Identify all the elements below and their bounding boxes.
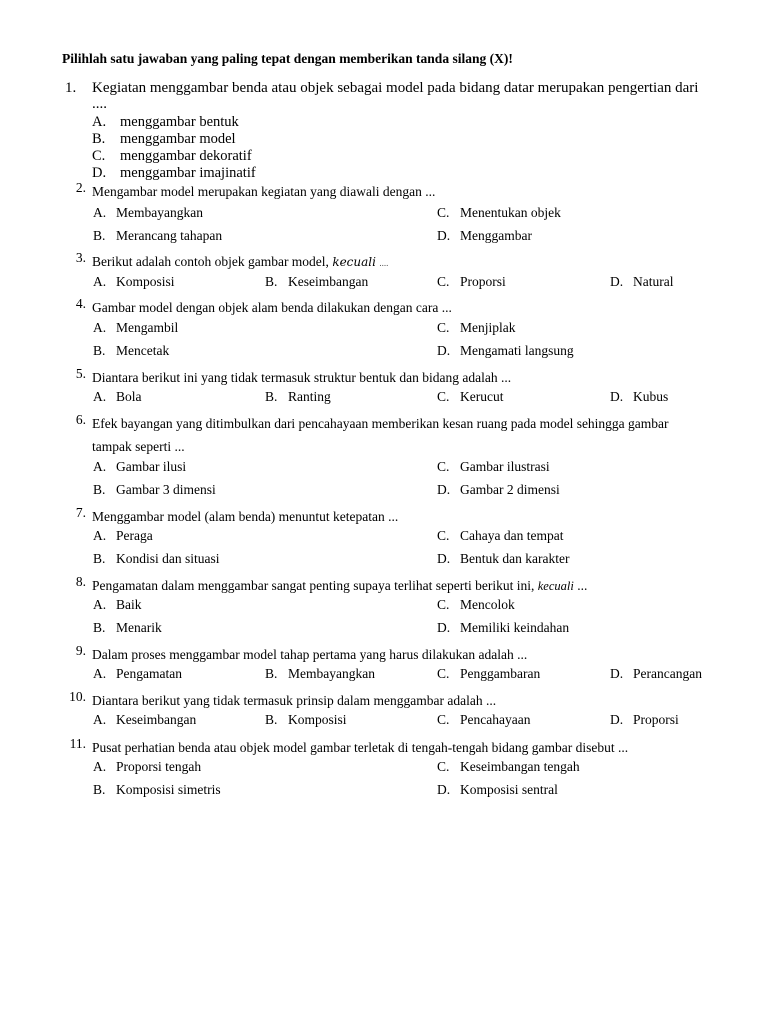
option-c[interactable] [437, 712, 530, 728]
question-text: Pusat perhatian benda atau objek model gambar terletak di tengah-tengah bidang gambar disebut ... [92, 740, 629, 755]
option-letter: B. [265, 666, 278, 681]
option-text: Natural [633, 274, 674, 289]
option-b[interactable] [92, 131, 236, 148]
question-text [92, 412, 712, 458]
option-text: Memiliki keindahan [460, 620, 570, 635]
question-text-main: Pengamatan dalam menggambar sangat penting supaya terlihat seperti berikut ini, [92, 578, 535, 593]
option-d[interactable] [610, 274, 673, 290]
option-letter: B. [93, 343, 106, 358]
question-text: Diantara berikut ini yang tidak termasuk struktur bentuk dan bidang adalah ... [92, 370, 512, 385]
option-b[interactable] [265, 274, 368, 290]
option-text: Bola [116, 389, 142, 404]
option-c[interactable] [437, 459, 550, 475]
option-c[interactable] [437, 597, 515, 613]
option-d[interactable] [437, 551, 569, 567]
option-d[interactable] [610, 389, 668, 405]
option-b[interactable] [265, 666, 375, 682]
question-text: Dalam proses menggambar model tahap pertama yang harus dilakukan adalah ... [92, 647, 528, 662]
option-letter: C. [437, 666, 450, 681]
option-letter: C. [437, 597, 450, 612]
option-text: menggambar bentuk [120, 114, 239, 130]
question-number: 1. [65, 80, 77, 96]
question-suffix: .... [379, 258, 389, 268]
question-text: Mengambar model merupakan kegiatan yang diawali dengan ... [92, 184, 436, 199]
option-a[interactable] [92, 114, 239, 131]
option-letter: C. [437, 205, 450, 220]
option-text: Proporsi [633, 712, 679, 727]
question-number: 10. [69, 689, 86, 704]
option-text: Keseimbangan tengah [460, 759, 580, 774]
option-letter: A. [93, 597, 107, 612]
option-text: Menarik [116, 620, 162, 635]
option-letter: D. [437, 620, 451, 635]
option-text: Ranting [288, 389, 331, 404]
option-c[interactable] [92, 148, 252, 165]
question-emphasis: kecuali [537, 579, 574, 593]
question-text [92, 574, 712, 598]
question-number: 9. [75, 643, 86, 658]
option-a[interactable] [93, 528, 153, 544]
option-c[interactable] [437, 320, 516, 336]
question-suffix: ... [577, 578, 588, 593]
option-letter: B. [93, 482, 106, 497]
option-b[interactable] [93, 620, 162, 636]
option-text: Pencahayaan [460, 712, 531, 727]
option-d[interactable] [437, 228, 532, 244]
option-text: Komposisi simetris [116, 782, 221, 797]
option-text: Menggambar [460, 228, 532, 243]
option-text: Pengamatan [116, 666, 182, 681]
option-d[interactable] [610, 666, 702, 682]
option-a[interactable] [93, 320, 178, 336]
option-text: Perancangan [633, 666, 702, 681]
option-text: Proporsi [460, 274, 506, 289]
option-b[interactable] [93, 782, 221, 798]
option-b[interactable] [265, 712, 347, 728]
option-letter: A. [93, 320, 107, 335]
option-c[interactable] [437, 274, 506, 290]
option-text: Kerucut [460, 389, 504, 404]
question-text [92, 80, 724, 112]
question-text-line: .... [92, 96, 107, 112]
question-number: 4. [75, 296, 86, 311]
option-letter: D. [610, 666, 624, 681]
option-letter: B. [93, 620, 106, 635]
option-text: Gambar 2 dimensi [460, 482, 560, 497]
option-letter: C. [92, 148, 106, 164]
option-c[interactable] [437, 389, 503, 405]
option-text: Keseimbangan [288, 274, 369, 289]
question-text: Gambar model dengan objek alam benda dilakukan dengan cara ... [92, 300, 452, 315]
option-b[interactable] [93, 482, 216, 498]
question-number: 6. [75, 412, 86, 427]
option-letter: B. [92, 131, 106, 147]
option-b[interactable] [93, 551, 220, 567]
option-a[interactable] [93, 389, 142, 405]
option-letter: C. [437, 274, 450, 289]
option-text: menggambar dekoratif [120, 148, 252, 164]
question-text-line: Efek bayangan yang ditimbulkan dari pencahayaan memberikan kesan ruang pada model sehingga gambar [92, 416, 669, 431]
option-letter: D. [610, 389, 624, 404]
option-text: Membayangkan [288, 666, 375, 681]
option-a[interactable] [93, 759, 201, 775]
option-letter: D. [437, 228, 451, 243]
option-letter: C. [437, 528, 450, 543]
option-text: Kubus [633, 389, 669, 404]
option-text: Keseimbangan [116, 712, 197, 727]
option-letter: C. [437, 320, 450, 335]
option-a[interactable] [93, 205, 203, 221]
option-text: Gambar ilusi [116, 459, 187, 474]
option-text: menggambar model [120, 131, 236, 147]
option-d[interactable] [610, 712, 679, 728]
option-letter: B. [265, 712, 278, 727]
option-d[interactable] [437, 343, 574, 359]
question-number: 11. [69, 736, 86, 751]
option-text: Mencetak [116, 343, 170, 358]
instruction-heading: Pilihlah satu jawaban yang paling tepat dengan memberikan tanda silang (X)! [62, 51, 513, 66]
option-d[interactable] [437, 620, 569, 636]
option-letter: D. [437, 782, 451, 797]
question-text: Menggambar model (alam benda) menuntut ketepatan ... [92, 509, 399, 524]
option-letter: C. [437, 759, 450, 774]
option-a[interactable] [93, 597, 142, 613]
question-emphasis: kecuali [332, 255, 376, 269]
option-text: Mengambil [116, 320, 179, 335]
option-text: Merancang tahapan [116, 228, 223, 243]
option-letter: A. [93, 459, 107, 474]
option-text: Kondisi dan situasi [116, 551, 220, 566]
option-c[interactable] [437, 528, 563, 544]
option-letter: B. [93, 228, 106, 243]
question-text-main: Berikut adalah contoh objek gambar model, [92, 254, 329, 269]
option-letter: A. [93, 666, 107, 681]
question-text-line: tampak seperti ... [92, 439, 185, 454]
option-letter: A. [93, 712, 107, 727]
option-letter: B. [93, 551, 106, 566]
question-number: 2. [75, 180, 86, 195]
option-b[interactable] [93, 343, 169, 359]
option-a[interactable] [93, 666, 182, 682]
option-text: Cahaya dan tempat [460, 528, 564, 543]
option-c[interactable] [437, 759, 580, 775]
option-b[interactable] [93, 228, 222, 244]
option-text: Komposisi sentral [460, 782, 558, 797]
question-number: 7. [75, 505, 86, 520]
option-a[interactable] [93, 274, 175, 290]
option-text: Bentuk dan karakter [460, 551, 570, 566]
question-text: Diantara berikut yang tidak termasuk prinsip dalam menggambar adalah ... [92, 693, 497, 708]
option-text: Menjiplak [460, 320, 516, 335]
question-text [92, 250, 712, 275]
option-letter: D. [610, 274, 624, 289]
option-c[interactable] [437, 205, 561, 221]
option-text: Mengamati langsung [460, 343, 574, 358]
option-d[interactable] [437, 782, 558, 798]
option-letter: D. [92, 165, 107, 181]
option-letter: A. [93, 759, 107, 774]
option-letter: A. [93, 205, 107, 220]
option-letter: A. [93, 528, 107, 543]
option-letter: C. [437, 712, 450, 727]
option-letter: A. [93, 389, 107, 404]
option-a[interactable] [93, 712, 196, 728]
option-letter: D. [610, 712, 624, 727]
option-text: Proporsi tengah [116, 759, 202, 774]
question-number: 8. [75, 574, 86, 589]
option-letter: D. [437, 482, 451, 497]
option-text: Penggambaran [460, 666, 541, 681]
question-text-line: Kegiatan menggambar benda atau objek sebagai model pada bidang datar merupakan pengertian dari [92, 80, 699, 96]
option-letter: C. [437, 389, 450, 404]
option-letter: A. [93, 274, 107, 289]
option-letter: C. [437, 459, 450, 474]
option-letter: A. [92, 114, 107, 130]
option-text: Menentukan objek [460, 205, 561, 220]
option-a[interactable] [93, 459, 186, 475]
option-text: Komposisi [288, 712, 347, 727]
question-number: 3. [75, 250, 86, 265]
option-letter: B. [265, 274, 278, 289]
option-text: Baik [116, 597, 142, 612]
option-d[interactable] [437, 482, 560, 498]
option-text: menggambar imajinatif [120, 165, 256, 181]
option-text: Komposisi [116, 274, 175, 289]
option-text: Peraga [116, 528, 153, 543]
option-letter: B. [93, 782, 106, 797]
option-letter: B. [265, 389, 278, 404]
option-text: Gambar 3 dimensi [116, 482, 216, 497]
option-text: Gambar ilustrasi [460, 459, 550, 474]
question-number: 5. [75, 366, 86, 381]
option-text: Mencolok [460, 597, 515, 612]
option-c[interactable] [437, 666, 540, 682]
option-letter: D. [437, 343, 451, 358]
option-text: Membayangkan [116, 205, 203, 220]
option-letter: D. [437, 551, 451, 566]
option-b[interactable] [265, 389, 331, 405]
